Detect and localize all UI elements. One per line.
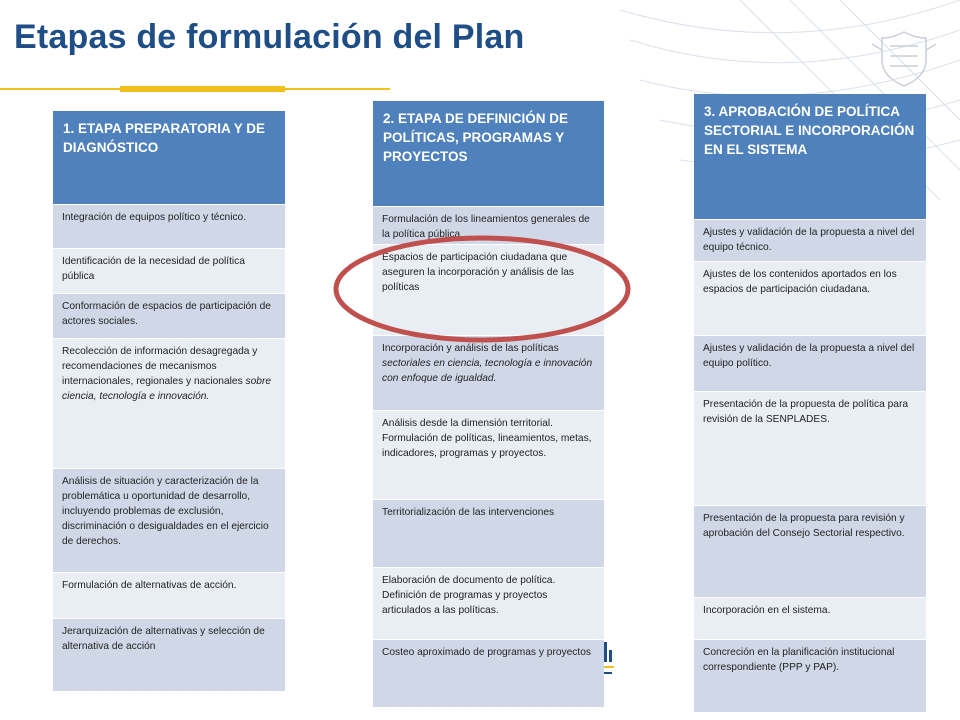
stage2-row-3-italic: sectoriales en ciencia, tecnología e innovación con enfoque de igualdad. bbox=[382, 358, 593, 384]
stage3-row-7: Concreción en la planificación institucional correspondiente (PPP y PAP). bbox=[694, 639, 926, 712]
stage2-table bbox=[373, 101, 604, 707]
stage3-row-2: Ajustes de los contenidos aportados en los espacios de participación ciudadana. bbox=[694, 261, 926, 335]
stage3-row-5: Presentación de la propuesta para revisión y aprobación del Consejo Sectorial respectivo. bbox=[694, 505, 926, 597]
stage1-row-2: Identificación de la necesidad de política pública bbox=[53, 248, 285, 293]
stage2-row-5: Territorialización de las intervenciones bbox=[373, 499, 604, 567]
stage2-row-6: Elaboración de documento de política. Definición de programas y proyectos articulados a las políticas. bbox=[373, 567, 604, 639]
stage1-header: 1. ETAPA PREPARATORIA Y DE DIAGNÓSTICO bbox=[53, 111, 285, 204]
stage1-row-6: Formulación de alternativas de acción. bbox=[53, 572, 285, 618]
title-accent-bar bbox=[120, 86, 285, 92]
stage3-row-4: Presentación de la propuesta de política para revisión de la SENPLADES. bbox=[694, 391, 926, 505]
stage2-row-7: Costeo aproximado de programas y proyectos bbox=[373, 639, 604, 707]
stage1-row-7: Jerarquización de alternativas y selección de alternativa de acción bbox=[53, 618, 285, 691]
stage3-header: 3. APROBACIÓN DE POLÍTICA SECTORIAL E INCORPORACIÓN EN EL SISTEMA bbox=[694, 94, 926, 219]
slide-title: Etapas de formulación del Plan bbox=[14, 18, 525, 56]
logo-fragment-icon bbox=[603, 640, 615, 680]
stage2-row-4: Análisis desde la dimensión territorial. Formulación de políticas, lineamientos, metas, indicadores, programas y proyectos. bbox=[373, 410, 604, 499]
stage2-header: 2. ETAPA DE DEFINICIÓN DE POLÍTICAS, PROGRAMAS Y PROYECTOS bbox=[373, 101, 604, 206]
stage3-row-1: Ajustes y validación de la propuesta a nivel del equipo técnico. bbox=[694, 219, 926, 261]
stage2-row-3-text: Incorporación y análisis de las políticas bbox=[382, 343, 559, 354]
stage1-row-4-text: Recolección de información desagregada y recomendaciones de mecanismos internacionales, regionales y nacionales bbox=[62, 346, 258, 387]
stage1-row-1: Integración de equipos político y técnico. bbox=[53, 204, 285, 248]
highlight-oval bbox=[332, 234, 632, 344]
stage1-row-3: Conformación de espacios de participación de actores sociales. bbox=[53, 293, 285, 338]
stage1-table bbox=[53, 111, 285, 691]
stage3-row-6: Incorporación en el sistema. bbox=[694, 597, 926, 639]
stage3-row-3: Ajustes y validación de la propuesta a nivel del equipo político. bbox=[694, 335, 926, 391]
stage1-row-4-italic: sobre ciencia, tecnología e innovación. bbox=[62, 376, 271, 402]
stage1-row-4 bbox=[53, 338, 285, 468]
stage2-row-2: Espacios de participación ciudadana que aseguren la incorporación y análisis de las políticas bbox=[373, 244, 604, 335]
stage2-row-1: Formulación de los lineamientos generales de la política pública. bbox=[373, 206, 604, 244]
stage1-row-5: Análisis de situación y caracterización de la problemática u oportunidad de desarrollo, incluyendo problemas de exclusión, discriminación o desigualdades en el ejercicio de derechos. bbox=[53, 468, 285, 572]
coat-of-arms-icon bbox=[868, 26, 940, 90]
stage3-table bbox=[694, 94, 926, 712]
stage2-row-3 bbox=[373, 335, 604, 410]
